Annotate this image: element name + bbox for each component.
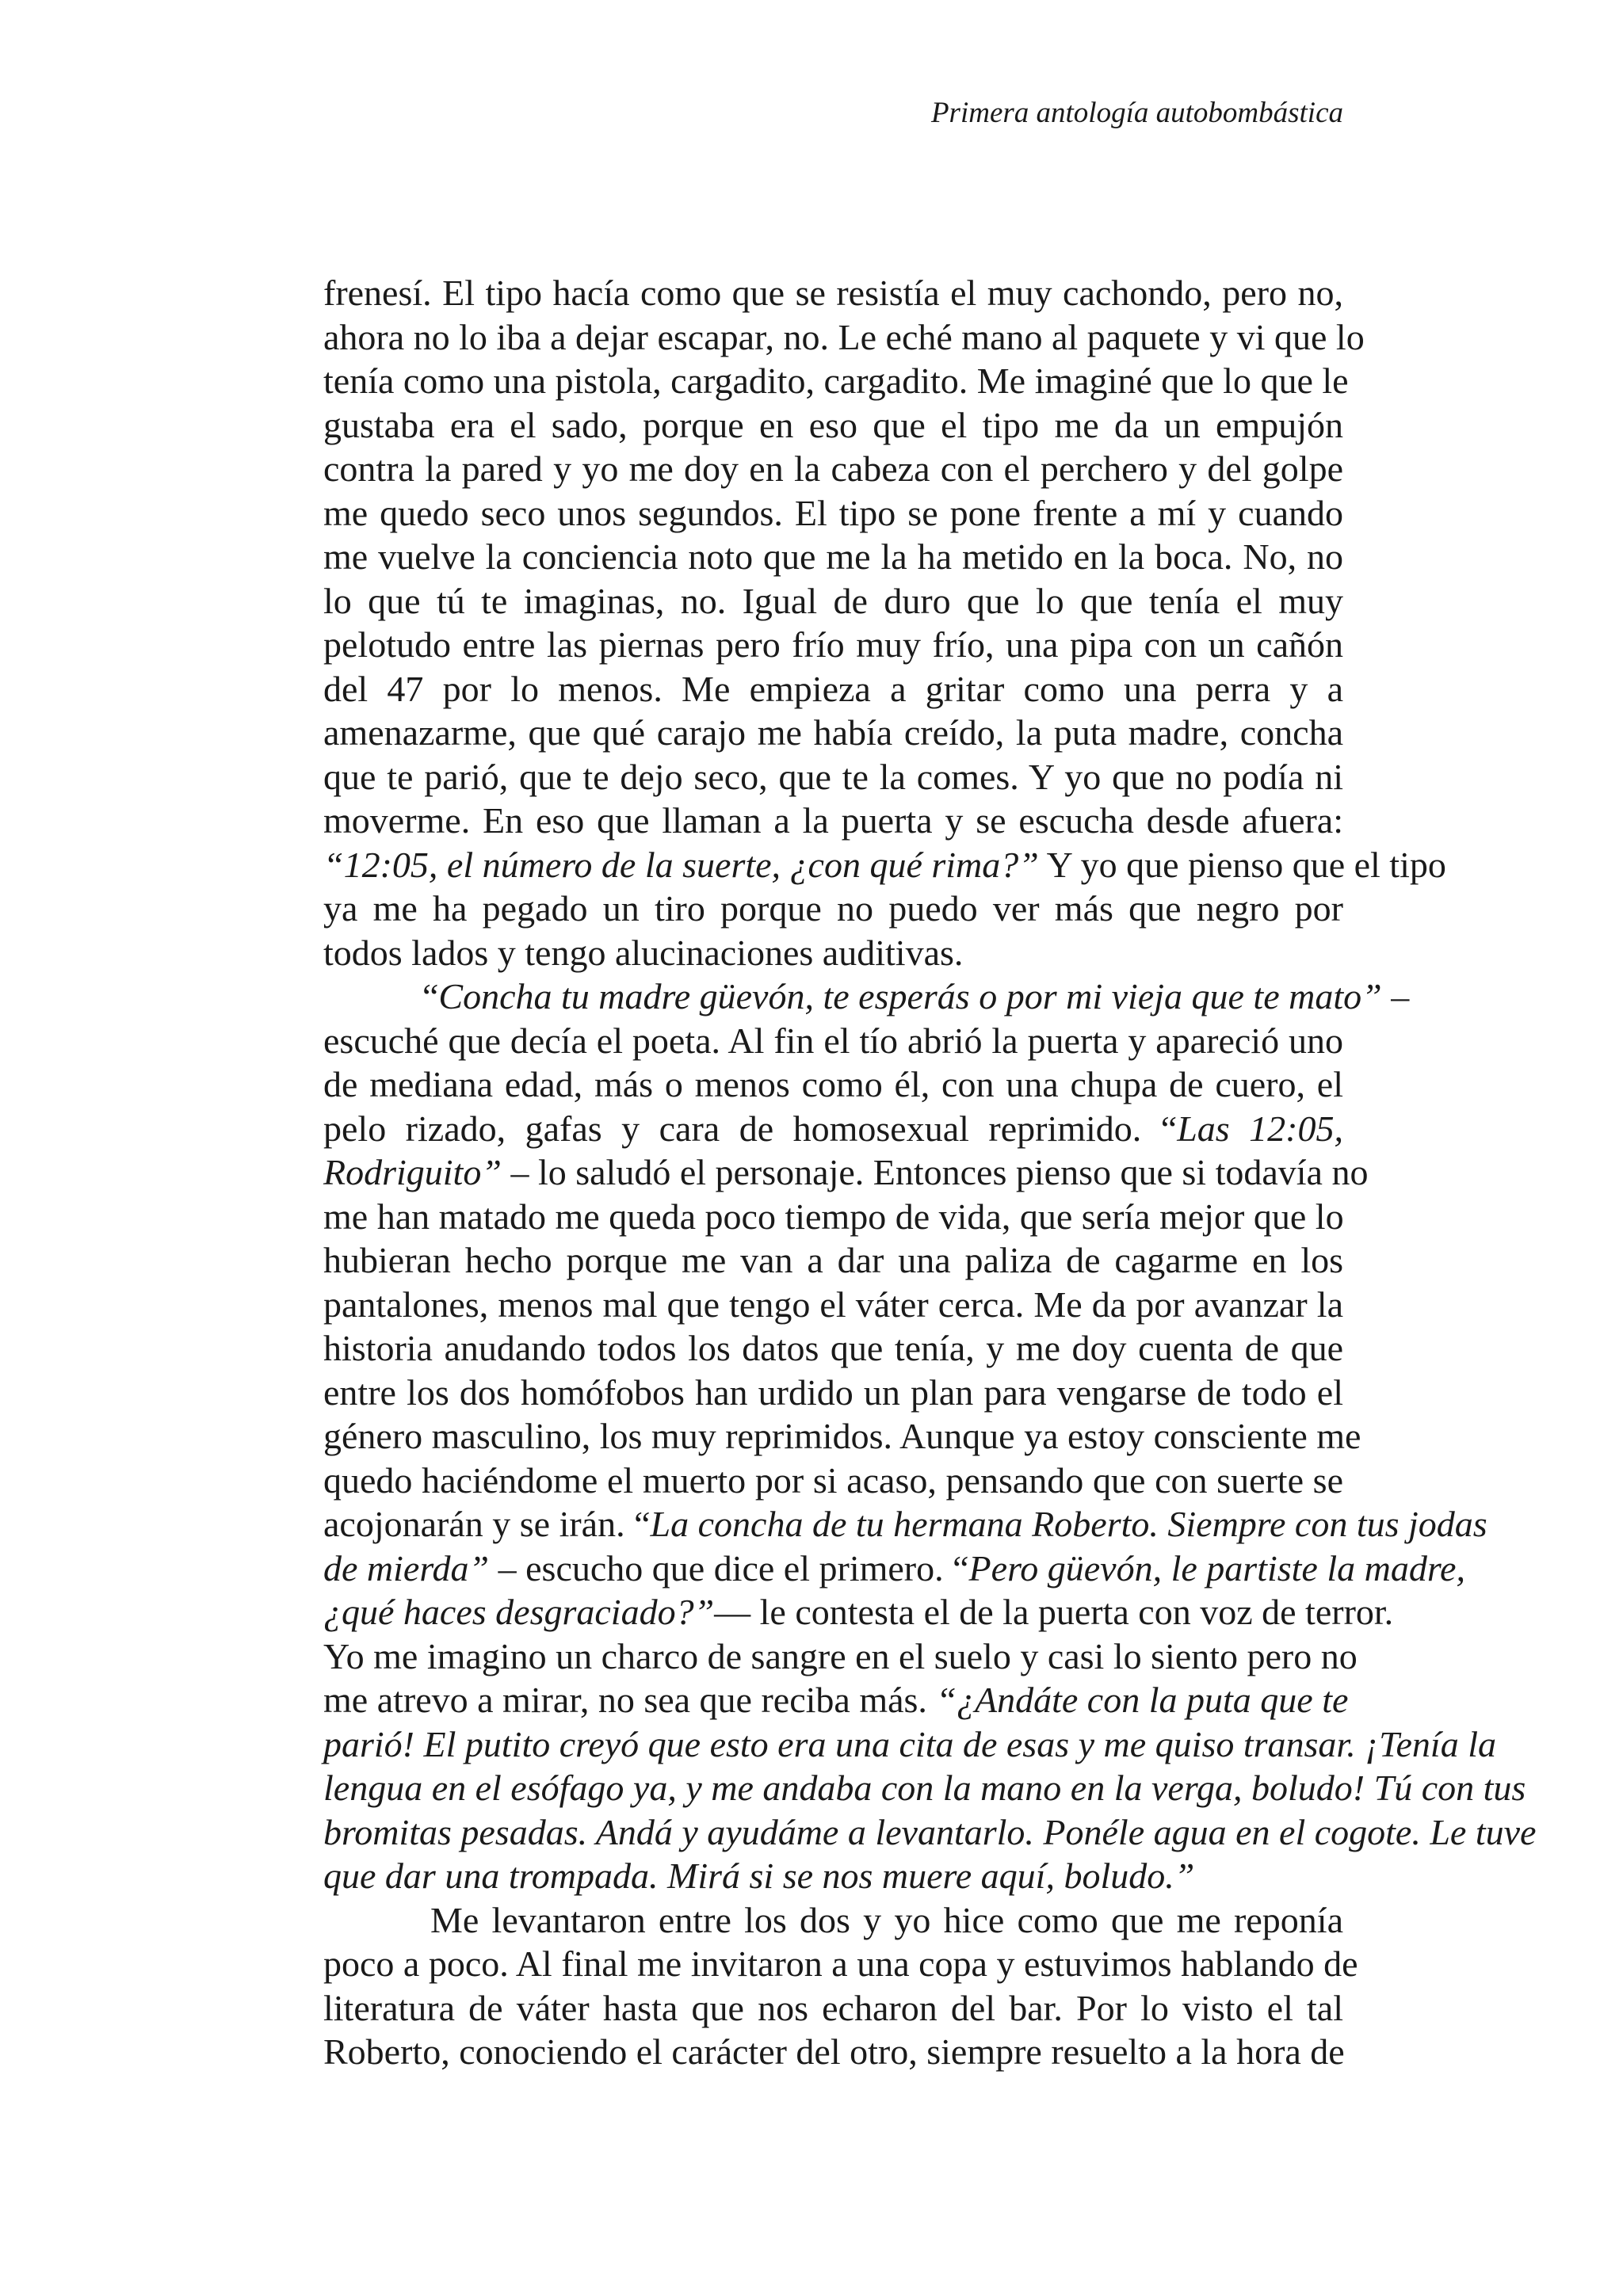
text-span: me atrevo a mirar, no sea que reciba más. bbox=[323, 1680, 937, 1720]
italic-span: “12:05, el número de la suerte, ¿con qué rima?” bbox=[323, 844, 1039, 885]
italic-span: bromitas pesadas. Andá y ayudáme a levantarlo. Ponéle agua en el cogote. Le tuve bbox=[323, 1811, 1537, 1852]
body-text bbox=[323, 271, 1537, 2074]
text-line bbox=[323, 1634, 1358, 1679]
italic-span: que dar una trompada. Mirá si se nos muere aquí, boludo.” bbox=[323, 1855, 1195, 1896]
text-line bbox=[323, 1986, 1343, 2031]
text-span: de mediana edad, más o menos como él, con una chupa de cuero, el bbox=[323, 1064, 1343, 1104]
text-line bbox=[323, 1502, 1487, 1547]
text-span: “ bbox=[422, 976, 439, 1016]
italic-span: Las 12:05, bbox=[1177, 1108, 1343, 1149]
text-span: historia anudando todos los datos que tenía, y me doy cuenta de que bbox=[323, 1328, 1343, 1368]
text-line bbox=[323, 2030, 1343, 2074]
text-line bbox=[323, 403, 1343, 448]
text-line bbox=[323, 799, 1343, 843]
text-line bbox=[323, 1107, 1343, 1151]
text-line bbox=[323, 1414, 1361, 1459]
text-span: Me levantaron entre los dos y yo hice como que me reponía bbox=[430, 1899, 1343, 1940]
text-span: gustaba era el sado, porque en eso que el tipo me da un empujón bbox=[323, 404, 1343, 445]
text-line bbox=[323, 1019, 1343, 1063]
text-line bbox=[323, 1371, 1343, 1415]
text-span: me han matado me queda poco tiempo de vida, que sería mejor que lo bbox=[323, 1196, 1344, 1237]
text-span: acojonarán y se irán. “ bbox=[323, 1504, 651, 1544]
text-line bbox=[323, 271, 1343, 315]
text-line bbox=[323, 1062, 1343, 1107]
italic-span: Rodriguito” bbox=[323, 1152, 502, 1192]
text-line bbox=[323, 447, 1343, 491]
text-span: ahora no lo iba a dejar escapar, no. Le eché mano al paquete y vi que lo bbox=[323, 316, 1365, 357]
text-line bbox=[323, 1590, 1394, 1634]
text-span: pantalones, menos mal que tengo el váter cerca. Me da por avanzar la bbox=[323, 1283, 1343, 1325]
italic-span: Concha tu madre güevón, te esperás o por mi vieja que te mato” bbox=[438, 976, 1382, 1016]
text-line bbox=[323, 1766, 1526, 1810]
text-line bbox=[323, 1678, 1349, 1722]
text-line bbox=[323, 1810, 1537, 1855]
text-line bbox=[323, 974, 1410, 1019]
italic-span: Pero güevón, le partiste la madre, bbox=[968, 1547, 1465, 1589]
text-span: género masculino, los muy reprimidos. Aunque ya estoy consciente me bbox=[323, 1416, 1361, 1456]
text-line bbox=[323, 535, 1343, 579]
text-span: me vuelve la conciencia noto que me la ha metido en la boca. No, no bbox=[323, 536, 1343, 577]
text-line bbox=[323, 931, 1343, 975]
text-span: ya me ha pegado un tiro porque no puedo ver más que negro por bbox=[323, 888, 1343, 929]
italic-span: “¿Andáte con la puta que te bbox=[936, 1680, 1349, 1720]
text-line bbox=[323, 359, 1349, 403]
text-span: pelo rizado, gafas y cara de homosexual reprimido. “ bbox=[323, 1108, 1178, 1149]
italic-span: La concha de tu hermana Roberto. Siempre con tus jodas bbox=[650, 1504, 1487, 1544]
text-span: que te parió, que te dejo seco, que te la comes. Y yo que no podía ni bbox=[323, 756, 1343, 797]
text-span: hubieran hecho porque me van a dar una paliza de cagarme en los bbox=[323, 1240, 1343, 1280]
text-span: frenesí. El tipo hacía como que se resistía el muy cachondo, pero no, bbox=[323, 273, 1343, 313]
text-span: entre los dos homófobos han urdido un plan para vengarse de todo el bbox=[323, 1371, 1343, 1413]
text-line bbox=[323, 1942, 1358, 1986]
text-line bbox=[323, 1238, 1343, 1283]
italic-span: parió! El putito creyó que esto era una cita de esas y me quiso transar. ¡Tenía la bbox=[323, 1723, 1496, 1764]
text-line bbox=[323, 1326, 1343, 1371]
text-line bbox=[323, 579, 1343, 624]
text-line bbox=[323, 1283, 1343, 1327]
text-line bbox=[323, 1898, 1343, 1943]
text-span: del 47 por lo menos. Me empieza a gritar como una perra y a bbox=[323, 668, 1343, 709]
text-line bbox=[323, 1722, 1496, 1767]
text-span: contra la pared y yo me doy en la cabeza con el perchero y del golpe bbox=[323, 448, 1343, 489]
running-header-title: Primera antología autobombástica bbox=[930, 97, 1343, 129]
text-line bbox=[323, 887, 1343, 931]
text-span: pelotudo entre las piernas pero frío muy frío, una pipa con un cañón bbox=[323, 624, 1343, 665]
italic-span: de mierda” bbox=[323, 1547, 490, 1589]
text-line bbox=[323, 711, 1343, 755]
text-line bbox=[323, 755, 1343, 799]
text-line bbox=[323, 1459, 1343, 1503]
italic-span: lengua en el esófago ya, y me andaba con la mano en la verga, boludo! Tú con tus bbox=[323, 1768, 1526, 1808]
text-span: amenazarme, que qué carajo me había creído, la puta madre, concha bbox=[323, 712, 1343, 753]
text-span: – bbox=[1381, 976, 1410, 1016]
text-span: – escucho que dice el primero. “ bbox=[489, 1547, 969, 1589]
text-line bbox=[323, 667, 1343, 711]
text-span: Y yo que pienso que el tipo bbox=[1038, 844, 1446, 885]
text-span: tenía como una pistola, cargadito, cargadito. Me imaginé que lo que le bbox=[323, 360, 1349, 401]
text-span: – lo saludó el personaje. Entonces pienso que si todavía no bbox=[501, 1152, 1369, 1192]
text-line bbox=[323, 623, 1343, 667]
text-span: moverme. En eso que llaman a la puerta y se escucha desde afuera: bbox=[323, 800, 1343, 841]
text-span: escuché que decía el poeta. Al fin el tío abrió la puerta y apareció uno bbox=[323, 1020, 1343, 1061]
text-line bbox=[323, 1854, 1343, 1898]
text-line bbox=[323, 1150, 1369, 1195]
text-span: todos lados y tengo alucinaciones auditivas. bbox=[323, 932, 964, 973]
text-span: — le contesta el de la puerta con voz de terror. bbox=[714, 1592, 1394, 1632]
text-line bbox=[323, 1547, 1465, 1591]
text-span: poco a poco. Al final me invitaron a una copa y estuvimos hablando de bbox=[323, 1943, 1358, 1984]
text-span: Roberto, conociendo el carácter del otro, siempre resuelto a la hora de bbox=[323, 2031, 1345, 2072]
text-span: me quedo seco unos segundos. El tipo se pone frente a mí y cuando bbox=[323, 492, 1343, 533]
text-line bbox=[323, 315, 1365, 360]
italic-span: ¿qué haces desgraciado?” bbox=[323, 1592, 715, 1632]
text-line bbox=[323, 491, 1343, 536]
text-span: literatura de váter hasta que nos echaron del bar. Por lo visto el tal bbox=[323, 1987, 1343, 2028]
text-span: quedo haciéndome el muerto por si acaso, pensando que con suerte se bbox=[323, 1459, 1343, 1501]
text-span: Yo me imagino un charco de sangre en el suelo y casi lo siento pero no bbox=[323, 1635, 1358, 1676]
text-line bbox=[323, 1195, 1343, 1239]
text-span: lo que tú te imaginas, no. Igual de duro que lo que tenía el muy bbox=[323, 580, 1343, 621]
text-line bbox=[323, 843, 1446, 887]
